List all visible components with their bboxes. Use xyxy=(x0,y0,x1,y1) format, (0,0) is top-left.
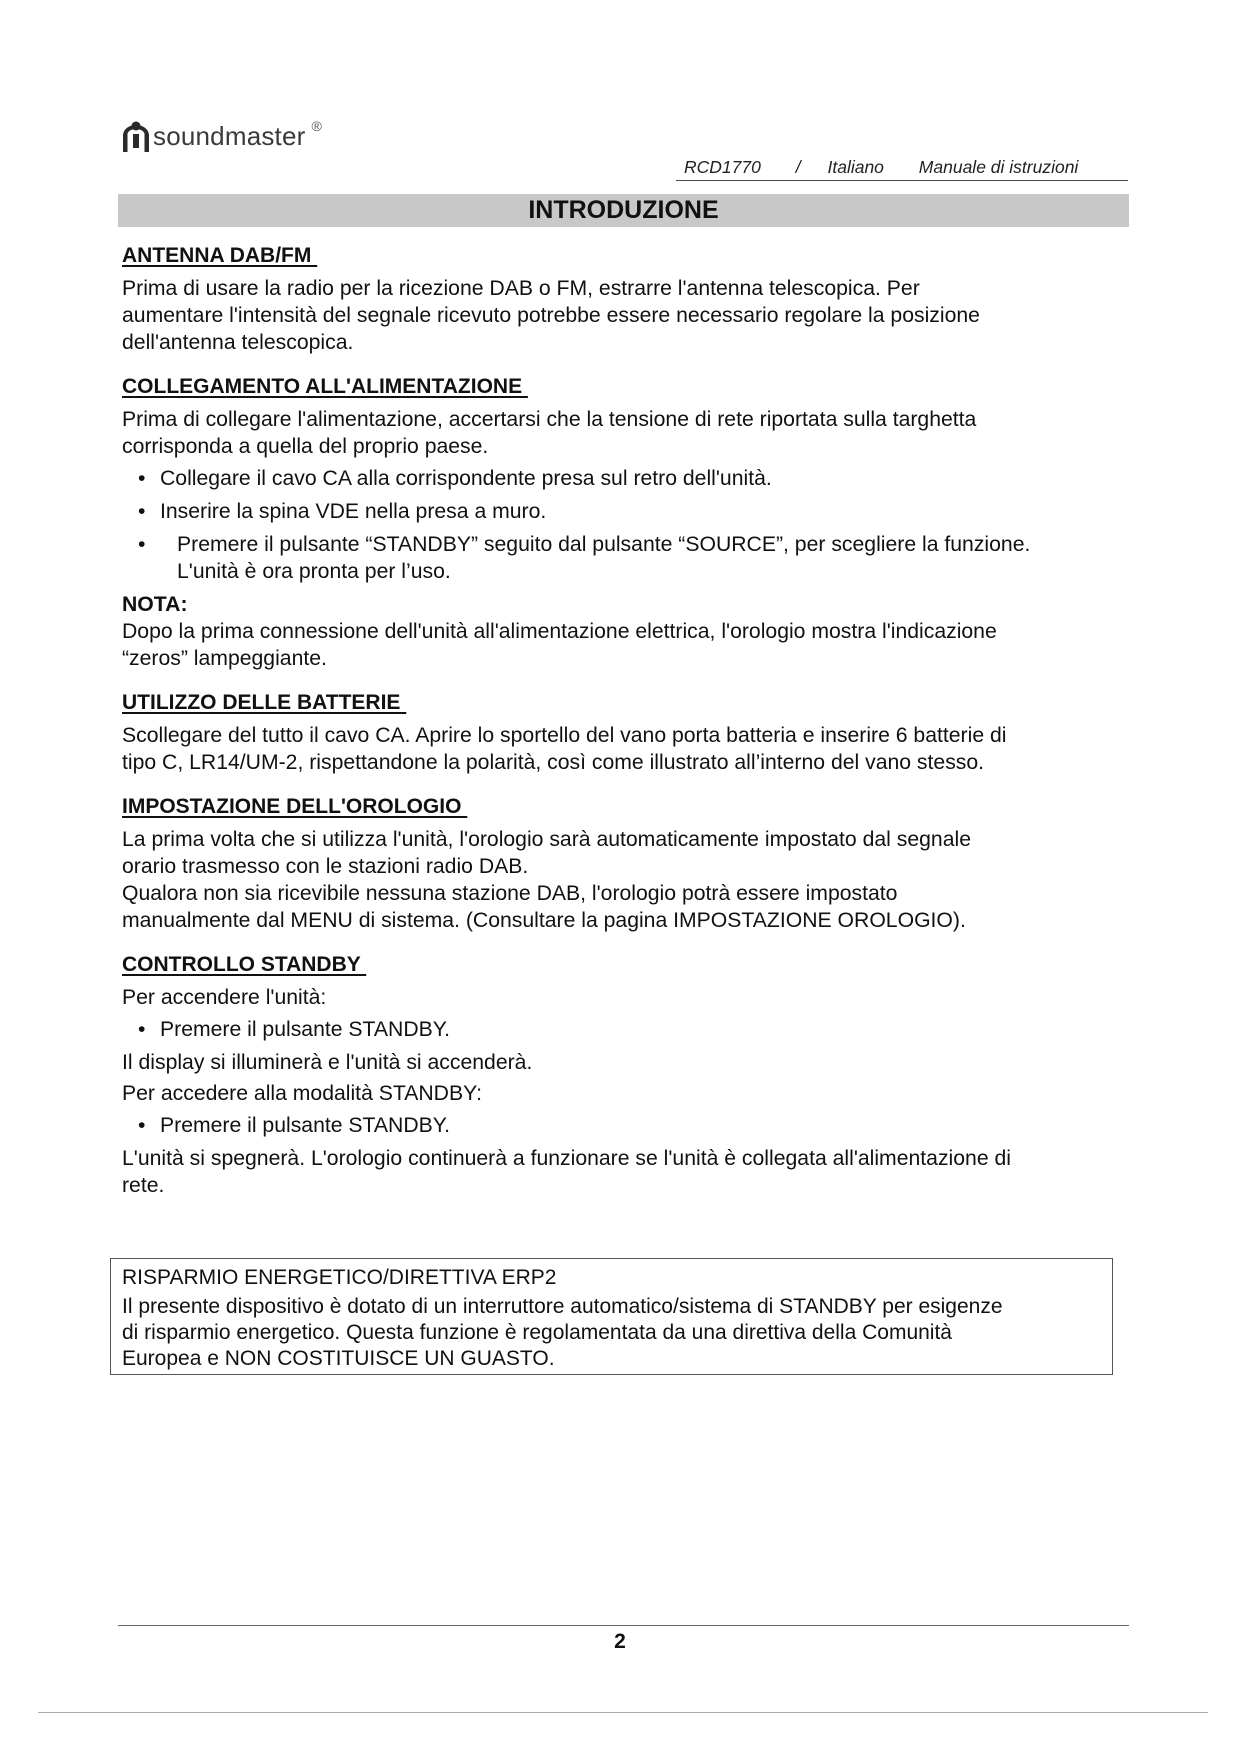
registered-mark: ® xyxy=(311,118,322,134)
list-item: • Premere il pulsante STANDBY. xyxy=(138,1018,451,1041)
paragraph-line: Il display si illuminerà e l'unità si accenderà. xyxy=(122,1051,533,1074)
model-number: RCD1770 xyxy=(684,157,761,177)
paragraph-line: tipo C, LR14/UM-2, rispettandone la polarità, così come illustrato all’interno del vano stesso. xyxy=(122,751,985,774)
section-title: UTILIZZO DELLE BATTERIE xyxy=(122,691,407,714)
paragraph-line: Prima di usare la radio per la ricezione DAB o FM, estrarre l'antenna telescopica. Per xyxy=(122,277,920,300)
section-title: CONTROLLO STANDBY xyxy=(122,953,367,976)
bullet-icon: • xyxy=(138,533,146,556)
paragraph-line: dell'antenna telescopica. xyxy=(122,331,354,354)
paragraph-line: Europea e NON COSTITUISCE UN GUASTO. xyxy=(122,1347,555,1370)
document-header xyxy=(676,157,1128,181)
paragraph-line: L'unità si spegnerà. L'orologio continuerà a funzionare se l'unità è collegata all'alimentazione di xyxy=(122,1147,1011,1170)
bullet-icon: • xyxy=(138,467,146,490)
section-title: ANTENNA DAB/FM xyxy=(122,244,318,267)
soundmaster-logo-icon xyxy=(121,118,151,154)
section-batteries xyxy=(122,689,1132,776)
section-standby xyxy=(122,951,1132,1199)
page-number: 2 xyxy=(614,1630,626,1653)
section-power xyxy=(122,373,1132,672)
brand-logo xyxy=(121,118,322,154)
list-item: • Premere il pulsante “STANDBY” seguito dal pulsante “SOURCE”, per scegliere la funzione. L'unità è ora pronta per l’uso. xyxy=(138,533,1031,583)
main-content xyxy=(122,242,1132,1199)
paragraph-line: Il presente dispositivo è dotato di un interruttore automatico/sistema di STANDBY per esigenze xyxy=(122,1295,1003,1318)
bullet-icon: • xyxy=(138,1018,146,1041)
section-antenna xyxy=(122,242,1132,356)
bullet-list xyxy=(122,1112,1132,1139)
paragraph-line: Per accedere alla modalità STANDBY: xyxy=(122,1082,482,1105)
paragraph-line: “zeros” lampeggiante. xyxy=(122,647,327,670)
section-title: IMPOSTAZIONE DELL'OROLOGIO xyxy=(122,795,468,818)
paragraph-line: Qualora non sia ricevibile nessuna stazione DAB, l'orologio potrà essere impostato xyxy=(122,882,898,905)
energy-saving-notice xyxy=(110,1258,1113,1375)
paragraph-line: La prima volta che si utilizza l'unità, l'orologio sarà automaticamente impostato dal segnale xyxy=(122,828,971,851)
paragraph-line: rete. xyxy=(122,1174,165,1197)
note-label: NOTA: xyxy=(122,593,188,616)
bullet-icon: • xyxy=(138,1114,146,1137)
list-item: • Inserire la spina VDE nella presa a muro. xyxy=(138,500,547,523)
paragraph-line: Prima di collegare l'alimentazione, accertarsi che la tensione di rete riportata sulla targhetta xyxy=(122,408,977,431)
paragraph-line: Dopo la prima connessione dell'unità all'alimentazione elettrica, l'orologio mostra l'indicazione xyxy=(122,620,997,643)
bullet-list xyxy=(122,465,1132,585)
paragraph-line: Scollegare del tutto il cavo CA. Aprire lo sportello del vano porta batteria e inserire 6 batterie di xyxy=(122,724,1007,747)
section-title: COLLEGAMENTO ALL'ALIMENTAZIONE xyxy=(122,375,528,398)
footer-divider xyxy=(118,1625,1129,1626)
paragraph-line: Per accendere l'unità: xyxy=(122,986,327,1009)
paragraph-line: manualmente dal MENU di sistema. (Consultare la pagina IMPOSTAZIONE OROLOGIO). xyxy=(122,909,966,932)
page-bottom-divider xyxy=(38,1712,1208,1713)
list-item: • Premere il pulsante STANDBY. xyxy=(138,1114,451,1137)
header-manual-title: Manuale di istruzioni xyxy=(918,157,1079,177)
paragraph-line: aumentare l'intensità del segnale ricevuto potrebbe essere necessario regolare la posizione xyxy=(122,304,980,327)
brand-name: soundmaster xyxy=(153,121,306,151)
bullet-list xyxy=(122,1016,1132,1043)
list-item: • Collegare il cavo CA alla corrispondente presa sul retro dell'unità. xyxy=(138,467,772,490)
bullet-icon: • xyxy=(138,500,146,523)
section-clock xyxy=(122,793,1132,934)
notice-title: RISPARMIO ENERGETICO/DIRETTIVA ERP2 xyxy=(122,1266,557,1289)
page-title: INTRODUZIONE xyxy=(118,194,1129,227)
header-separator: / xyxy=(795,157,801,177)
paragraph-line: corrisponda a quella del proprio paese. xyxy=(122,435,489,458)
paragraph-line: di risparmio energetico. Questa funzione è regolamentata da una direttiva della Comunità xyxy=(122,1321,952,1344)
paragraph-line: orario trasmesso con le stazioni radio DAB. xyxy=(122,855,529,878)
header-language: Italiano xyxy=(827,157,884,177)
